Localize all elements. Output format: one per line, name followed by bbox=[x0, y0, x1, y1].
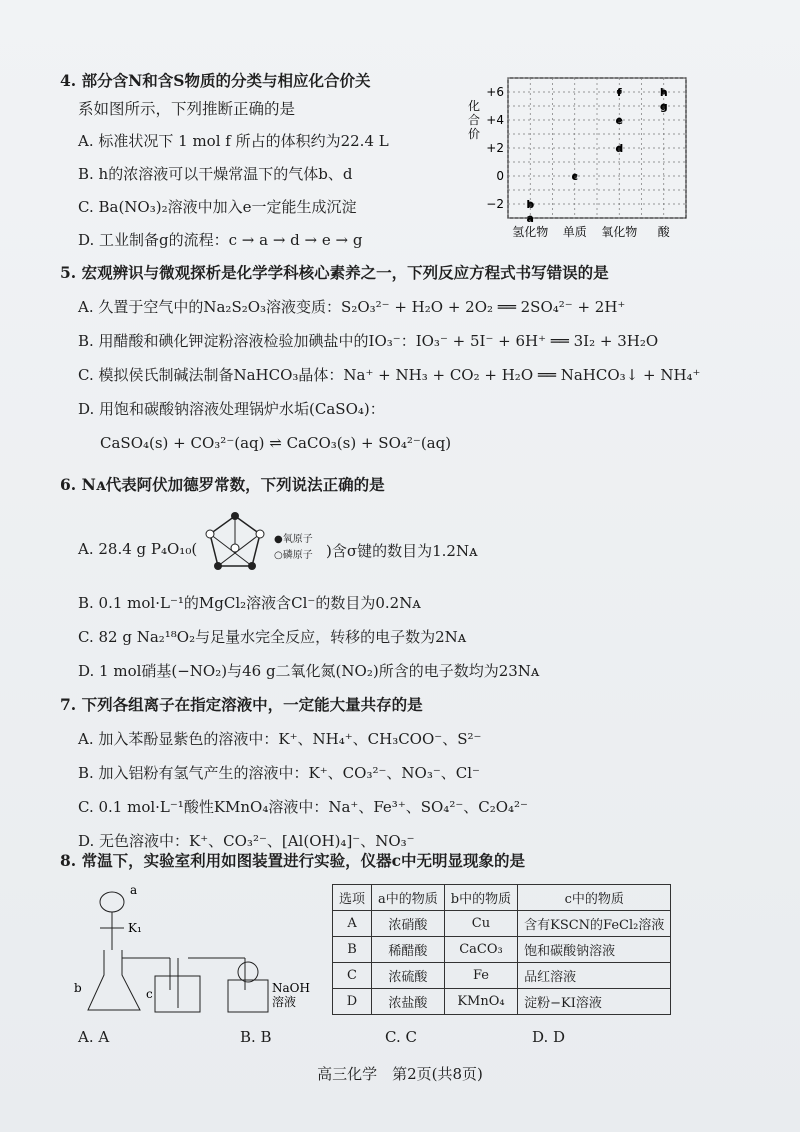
q8-option-c: C. C bbox=[385, 1028, 417, 1046]
q6-option-c: C. 82 g Na₂¹⁸O₂与足量水完全反应，转移的电子数为2Nᴀ bbox=[78, 628, 467, 646]
chart-point-label: c bbox=[571, 170, 579, 183]
q6-stem: 6. Nᴀ代表阿伏加德罗常数，下列说法正确的是 bbox=[60, 475, 385, 494]
q6-option-b: B. 0.1 mol·L⁻¹的MgCl₂溶液含Cl⁻的数目为0.2Nᴀ bbox=[78, 594, 421, 612]
table-header-2: b中的物质 bbox=[444, 885, 517, 911]
table-cell: D bbox=[333, 989, 372, 1015]
q6-option-a-tail: )含σ键的数目为1.2Nᴀ bbox=[326, 542, 478, 560]
q4-option-c: C. Ba(NO₃)₂溶液中加入e一定能生成沉淀 bbox=[78, 198, 357, 216]
table-cell: 淀粉−KI溶液 bbox=[518, 989, 671, 1015]
q5-option-a: A. 久置于空气中的Na₂S₂O₃溶液变质：S₂O₃²⁻ + H₂O + 2O₂ ══ 2SO₄²⁻ + 2H⁺ bbox=[78, 298, 626, 316]
table-cell: 浓硫酸 bbox=[372, 963, 445, 989]
chart-point-label: g bbox=[659, 100, 668, 113]
chart-point-label: h bbox=[659, 86, 668, 99]
q4-stem-line1: 4. 部分含N和含S物质的分类与相应化合价关 bbox=[60, 71, 371, 90]
chart-point-label: b bbox=[526, 198, 535, 211]
table-row bbox=[333, 989, 671, 1015]
chart-point-label: a bbox=[526, 212, 534, 225]
chart-tick-label: 0 bbox=[496, 169, 504, 183]
q8-option-d: D. D bbox=[532, 1028, 566, 1046]
table-cell: Fe bbox=[444, 963, 517, 989]
app-label-naoh2: 溶液 bbox=[272, 995, 297, 1009]
chart-point-label: e bbox=[615, 114, 623, 127]
q6-option-a: A. 28.4 g P₄O₁₀( bbox=[78, 540, 198, 558]
table-cell: Cu bbox=[444, 911, 517, 937]
q6-option-d: D. 1 mol硝基(−NO₂)与46 g二氧化氮(NO₂)所含的电子数均为23Nᴀ bbox=[78, 662, 540, 680]
q4-option-a: A. 标准状况下 1 mol f 所占的体积约为22.4 L bbox=[78, 132, 389, 150]
table-cell: 含有KSCN的FeCl₂溶液 bbox=[518, 911, 671, 937]
table-header-1: a中的物质 bbox=[372, 885, 445, 911]
table-cell: CaCO₃ bbox=[444, 937, 517, 963]
chart-ylabel-2: 合 bbox=[468, 113, 481, 127]
q5-option-d: D. 用饱和碳酸钠溶液处理锅炉水垢(CaSO₄)： bbox=[78, 400, 385, 418]
table-cell: B bbox=[333, 937, 372, 963]
q8-option-b: B. B bbox=[240, 1028, 272, 1046]
chart-tick-label: +4 bbox=[486, 113, 504, 127]
q7-option-d: D. 无色溶液中：K⁺、CO₃²⁻、[Al(OH)₄]⁻、NO₃⁻ bbox=[78, 832, 415, 850]
chart-category-label: 氧化物 bbox=[601, 225, 638, 239]
app-label-k1: K₁ bbox=[128, 921, 142, 935]
legend-phosphorus: ○磷原子 bbox=[274, 550, 313, 561]
q7-stem: 7. 下列各组离子在指定溶液中，一定能大量共存的是 bbox=[60, 695, 423, 714]
q8-stem: 8. 常温下，实验室利用如图装置进行实验，仪器c中无明显现象的是 bbox=[60, 851, 526, 870]
chart-ylabel-1: 化 bbox=[468, 99, 481, 113]
chart-tick-label: +2 bbox=[486, 141, 504, 155]
table-cell: A bbox=[333, 911, 372, 937]
table-cell: 品红溶液 bbox=[518, 963, 671, 989]
chart-category-label: 氢化物 bbox=[512, 225, 549, 239]
app-label-c: c bbox=[146, 987, 153, 1001]
legend-oxygen: ●氧原子 bbox=[274, 534, 313, 545]
q4-stem-line2: 系如图所示，下列推断正确的是 bbox=[78, 100, 296, 118]
valence-chart bbox=[462, 70, 692, 250]
table-cell: 浓盐酸 bbox=[372, 989, 445, 1015]
table-row bbox=[333, 911, 671, 937]
q5-stem: 5. 宏观辨识与微观探析是化学学科核心素养之一，下列反应方程式书写错误的是 bbox=[60, 263, 609, 282]
apparatus-figure bbox=[70, 880, 325, 1020]
q7-option-a: A. 加入苯酚显紫色的溶液中：K⁺、NH₄⁺、CH₃COO⁻、S²⁻ bbox=[78, 730, 482, 748]
table-header-0: 选项 bbox=[333, 885, 372, 911]
chart-tick-label: −2 bbox=[486, 197, 504, 211]
page-footer: 高三化学 第2页(共8页) bbox=[317, 1065, 483, 1083]
q5-option-c: C. 模拟侯氏制碱法制备NaHCO₃晶体：Na⁺ + NH₃ + CO₂ + H₂O ══ NaHCO₃↓ + NH₄⁺ bbox=[78, 366, 701, 384]
table-row bbox=[333, 937, 671, 963]
table-cell: C bbox=[333, 963, 372, 989]
q8-table bbox=[332, 884, 671, 1015]
q7-option-b: B. 加入铝粉有氢气产生的溶液中：K⁺、CO₃²⁻、NO₃⁻、Cl⁻ bbox=[78, 764, 480, 782]
chart-point-label: d bbox=[615, 142, 624, 155]
app-label-a: a bbox=[130, 883, 138, 897]
q5-option-d-equation: CaSO₄(s) + CO₃²⁻(aq) ⇌ CaCO₃(s) + SO₄²⁻(aq) bbox=[100, 434, 452, 452]
q8-option-a: A. A bbox=[78, 1028, 110, 1046]
chart-point-label: f bbox=[616, 86, 622, 99]
table-cell: 饱和碳酸钠溶液 bbox=[518, 937, 671, 963]
q5-option-b: B. 用醋酸和碘化钾淀粉溶液检验加碘盐中的IO₃⁻：IO₃⁻ + 5I⁻ + 6H⁺ ══ 3I₂ + 3H₂O bbox=[78, 332, 659, 350]
app-label-b: b bbox=[74, 981, 82, 995]
q4-option-d: D. 工业制备g的流程：c → a → d → e → g bbox=[78, 231, 363, 249]
table-header-3: c中的物质 bbox=[518, 885, 671, 911]
table-cell: KMnO₄ bbox=[444, 989, 517, 1015]
q7-option-c: C. 0.1 mol·L⁻¹酸性KMnO₄溶液中：Na⁺、Fe³⁺、SO₄²⁻、C₂O₄²⁻ bbox=[78, 798, 528, 816]
p4o10-structure-figure bbox=[200, 508, 270, 578]
table-cell: 稀醋酸 bbox=[372, 937, 445, 963]
chart-tick-label: +6 bbox=[486, 85, 504, 99]
table-cell: 浓硝酸 bbox=[372, 911, 445, 937]
chart-ylabel-3: 价 bbox=[468, 127, 481, 141]
chart-category-label: 单质 bbox=[562, 225, 587, 239]
app-label-naoh: NaOH bbox=[272, 981, 310, 995]
table-row bbox=[333, 963, 671, 989]
chart-category-label: 酸 bbox=[657, 225, 670, 239]
q4-option-b: B. h的浓溶液可以干燥常温下的气体b、d bbox=[78, 165, 353, 183]
